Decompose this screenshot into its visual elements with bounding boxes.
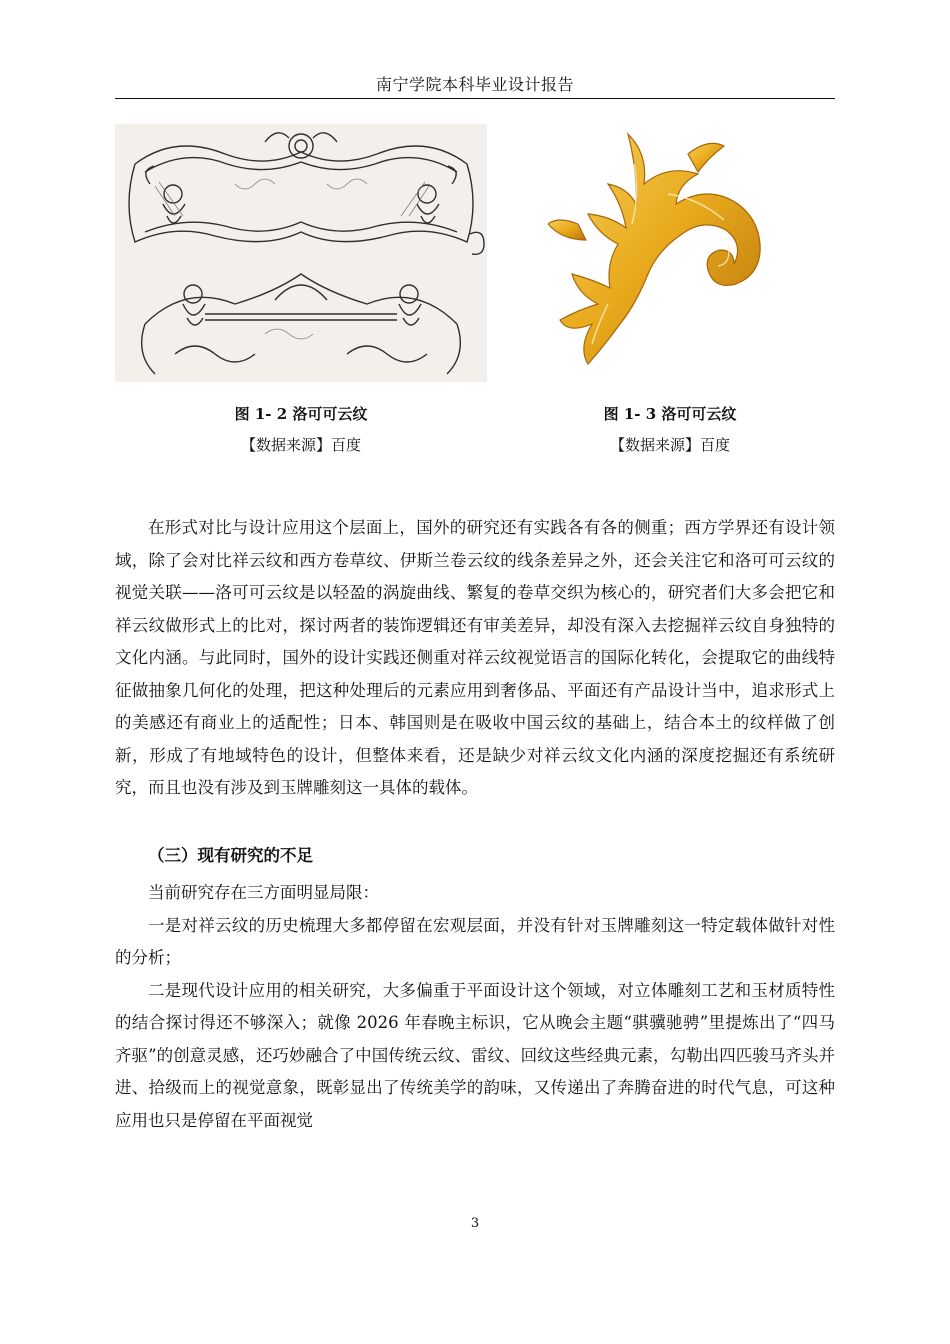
figure-rococo-engraving [115,124,487,382]
section-limitations-body [115,877,835,1137]
paragraph-limitations-intro: 当前研究存在三方面明显局限： [148,883,379,902]
paragraph-limitation-two: 二是现代设计应用的相关研究，大多偏重于平面设计这个领域，对立体雕刻工艺和玉材质特性的结合探讨得还不够深入；就像 2026 年春晚主标识，它从晚会主题“骐骥驰骋”里提炼出了“四马齐驱”的创意灵感，还巧妙融合了中国传统云纹、雷纹、回纹这些经典元素，勾勒出四匹骏马齐头并进、拾级而上的视觉意象，既彰显出了传统美学的韵味，又传递出了奔腾奋进的时代气息，可这种应用也只是停留在平面视觉 [115,980,835,1130]
rococo-engraving-illustration [115,124,487,382]
figure-caption-1-3: 图 1- 3 洛可可云纹 [603,405,737,423]
page-header: 南宁学院本科毕业设计报告 [115,72,835,99]
figure-caption-1-2: 图 1- 2 洛可可云纹 [234,405,368,423]
figure-source-1-2: 【数据来源】百度 [240,436,361,454]
section-heading-limitations: （三）现有研究的不足 [148,846,313,865]
paragraph-limitation-one: 一是对祥云纹的历史梳理大多都停留在宏观层面，并没有针对玉牌雕刻这一特定载体做针对性的分析； [115,915,835,967]
paragraph-form-comparison: 在形式对比与设计应用这个层面上，国外的研究还有实践各有各的侧重；西方学界还有设计领域，除了会对比祥云纹和西方卷草纹、伊斯兰卷云纹的线条差异之外，还会关注它和洛可可云纹的视觉关联——洛可可云纹是以轻盈的涡旋曲线、繁复的卷草交织为核心的，研究者们大多会把它和祥云纹做形式上的比对，探讨两者的装饰逻辑还有审美差异，却没有深入去挖掘祥云纹自身独特的文化内涵。与此同时，国外的设计实践还侧重对祥云纹视觉语言的国际化转化，会提取它的曲线特征做抽象几何化的处理，把这种处理后的元素应用到奢侈品、平面还有产品设计当中，追求形式上的美感还有商业上的适配性；日本、韩国则是在吸收中国云纹的基础上，结合本土的纹样做了创新，形成了有地域特色的设计，但整体来看，还是缺少对祥云纹文化内涵的深度挖掘还有系统研究，而且也没有涉及到玉牌雕刻这一具体的载体。 [115,518,835,797]
gold-acanthus-illustration [548,124,774,382]
figure-source-1-3: 【数据来源】百度 [609,436,730,454]
page-number: 3 [470,1216,480,1231]
figure-rococo-gold-scroll [548,124,774,382]
